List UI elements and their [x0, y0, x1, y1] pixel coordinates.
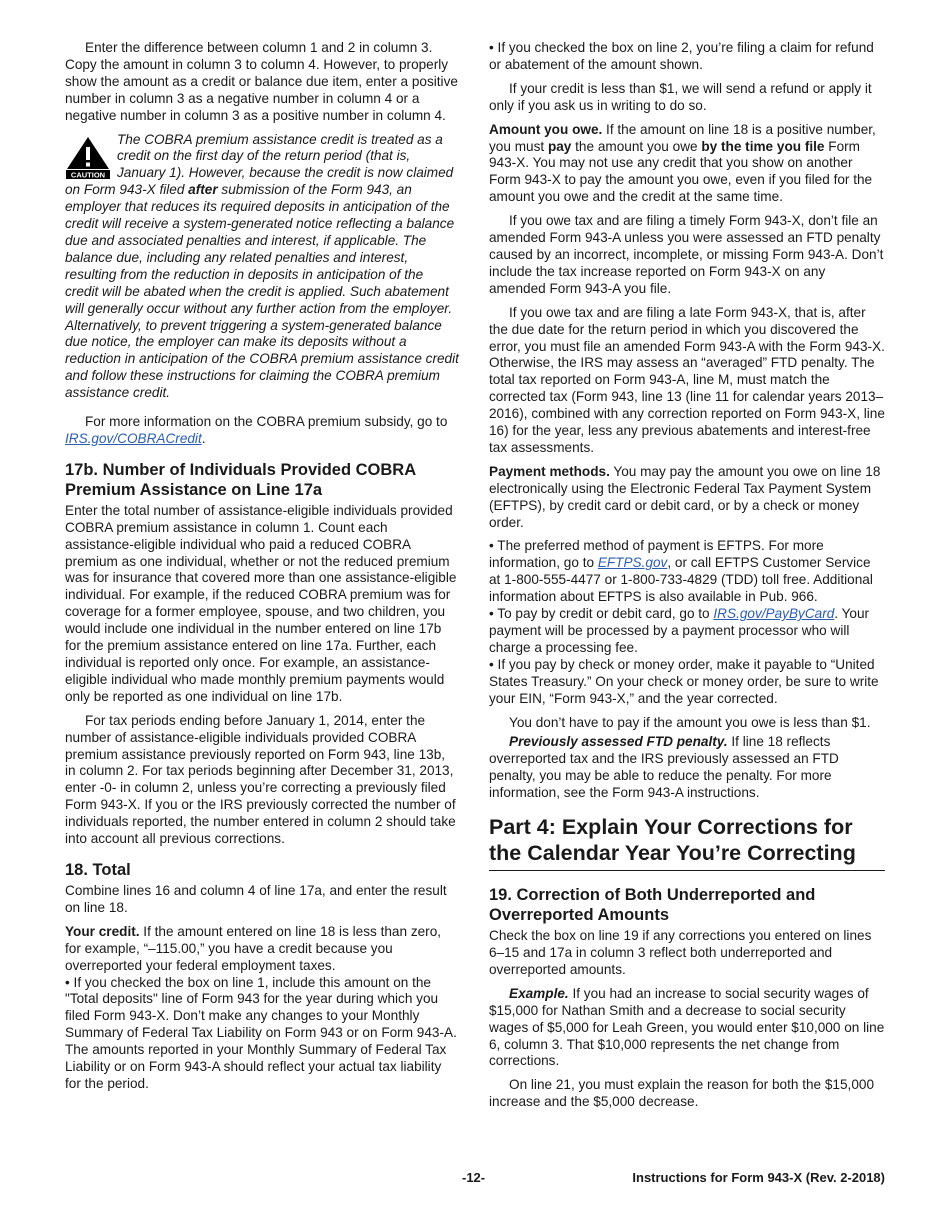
text: If the amount on line 18 is a positive number, you must [489, 121, 876, 154]
paragraph: Combine lines 16 and column 4 of line 17a, and enter the result on line 18. [65, 882, 447, 915]
pay-by-card-link[interactable]: IRS.gov/PayByCard [713, 606, 835, 622]
bullet-item: • If you pay by check or money order, make it payable to “United States Treasury.” On your check or money order, be sure to write your EIN, “Form 943-X,” and the year corrected. [489, 656, 879, 706]
paragraph: Check the box on line 19 if any corrections you entered on lines 6–15 and 17a in column 3 reflect both underreported and overreported amounts. [489, 928, 872, 977]
bullet-item: • If you checked the box on line 2, you’re filing a claim for refund or abatement of the amount shown. [489, 40, 874, 72]
bullet-item [489, 606, 885, 657]
caution-icon [65, 135, 111, 179]
left-column [65, 40, 459, 1100]
paragraph: Enter the difference between column 1 and 2 in column 3. Copy the amount in column 3 to column 4. However, to properly show the amount as a credit or balance due item, enter a positive number in column 3 as a negative number in column 4 or a negative number in column 3 as a positive number in column 4. [65, 40, 458, 123]
footer-title: Instructions for Form 943-X (Rev. 2-2018) [632, 1170, 885, 1185]
paragraph [489, 464, 885, 532]
heading-17b: 17b. Number of Individuals Provided COBRA Premium Assistance on Line 17a [65, 460, 416, 499]
text: . Your payment will be processed by a payment processor who will charge a processing fee. [489, 606, 870, 655]
paragraph [489, 734, 885, 802]
text: the amount you owe [571, 138, 702, 154]
paragraph: You don’t have to pay if the amount you owe is less than $1. [509, 714, 871, 730]
text: Form 943-X. You may not use any credit that you show on another Form 943-X to pay the amount you owe, even if you filed for the amount you owe and the credit at the same time. [489, 138, 873, 205]
cobra-credit-link[interactable]: IRS.gov/COBRACredit [65, 430, 202, 446]
paragraph: If you owe tax and are filing a timely Form 943-X, don’t file an amended Form 943-A unless you were assessed an FTD penalty caused by an incorrect, incomplete, or missing Form 943-A. Don’t include the tax increase reported on Form 943-X on any amended Form 943-A you file. [489, 213, 884, 296]
paragraph [489, 122, 885, 207]
run-in-heading: Previously assessed FTD penalty. [509, 734, 728, 750]
text: . [201, 430, 206, 446]
paragraph [65, 414, 459, 448]
text: If line 18 reflects overreported tax and the IRS previously assessed an FTD penalty, you may be able to reduce the penalty. For more information, see the Form 943-A instructions. [489, 734, 839, 801]
emphasis: pay [547, 138, 572, 154]
run-in-heading: Your credit. [65, 923, 140, 939]
text: • The preferred method of payment is EFTPS. For more information, go to [489, 538, 824, 571]
eftps-link[interactable]: EFTPS.gov [597, 555, 668, 571]
heading-18: 18. Total [65, 860, 131, 879]
text: If you had an increase to social security wages of $15,000 for Nathan Smith and a decrease to social security wages of $5,000 for Leah Green, you would enter $10,000 on line 6, column 3. That $10,000 represents the net change from corrections. [489, 985, 885, 1069]
caution-box [65, 132, 459, 403]
paragraph: If your credit is less than $1, we will send a refund or apply it only if you ask us in writing to do so. [489, 80, 872, 113]
text: , or call EFTPS Customer Service at 1-800-555-4477 or 1-800-733-4829 (TDD) toll free. Additional information about EFTPS is also available in Pub. 966. [489, 555, 873, 605]
caution-emphasis: after [188, 182, 218, 198]
bullet-item: • If you checked the box on line 1, include this amount on the "Total deposits" line of Form 943 for the year during which you filed Form 943-X. Don’t make any changes to your Monthly Summary of Federal Tax Liability on Form 943 or on Form 943-A. The amounts reported in your Monthly Summary of Federal Tax Liability or on Form 943-A should reflect your actual tax liability for the period. [65, 974, 457, 1091]
part-4-heading: Part 4: Explain Your Corrections for the Calendar Year You’re Correcting [489, 814, 885, 871]
run-in-heading: Payment methods. [489, 463, 610, 479]
paragraph: Enter the total number of assistance-eligible individuals provided COBRA premium assistance in column 1. Count each assistance-eligible individual who paid a reduced COBRA premium as one individual, whether or not the reduced premium was for insurance that covered more than one assistance-eligible individual. For example, if the reduced COBRA premium was for coverage for a former employee, spouse, and two children, you would include one individual in the number entered on line 17b for the premium assistance entered on line 17a. Further, each individual is reported only once. For example, an assistance-eligible individual who made monthly premium payments would only be reported as one individual on line 17b. [65, 502, 457, 704]
caution-label: CAUTION [70, 170, 106, 179]
page-number: -12- [462, 1170, 486, 1185]
right-column [489, 40, 885, 1118]
bullet-item [489, 538, 885, 606]
paragraph [65, 924, 459, 975]
run-in-heading: Example. [509, 985, 569, 1001]
caution-text-part: The COBRA premium assistance credit is treated as a credit on the first day of the return period (that is, January 1). However, because the credit is now claimed on Form 943-X filed [65, 131, 454, 198]
paragraph: If you owe tax and are filing a late Form 943-X, that is, after the due date for the return period in which you discovered the error, you must file an amended Form 943-A with the Form 943-X. Otherwise, the IRS may assess an “averaged” FTD penalty. The total tax reported on Form 943-A, line M, must match the corrected tax (Form 943, line 13 (line 11 for calendar years 2013–2016), combined with any correction reported on Form 943-X, line 16) for the year, less any previous abatements and interest-free tax assessments. [489, 304, 885, 455]
paragraph: On line 21, you must explain the reason for both the $15,000 increase and the $5,000 decrease. [489, 1077, 875, 1110]
run-in-heading: Amount you owe. [489, 121, 603, 137]
text: You may pay the amount you owe on line 18 electronically using the Electronic Federal Tax Payment System (EFTPS), by credit card or debit card, or by a check or money order. [489, 463, 881, 530]
paragraph: For tax periods ending before January 1, 2014, enter the number of assistance-eligible individuals provided COBRA premium assistance previously reported on Form 943, line 13b, in column 2. For tax periods beginning after December 31, 2013, enter -0- in column 2, unless you’re correcting a previously filed Form 943-X. If you or the IRS previously corrected the number of individuals reported, the number entered in column 2 should take into account all previous corrections. [65, 712, 456, 847]
text: If the amount entered on line 18 is less than zero, for example, “–115.00,” you have a credit because you overreported your federal employment taxes. [65, 923, 442, 973]
text: For more information on the COBRA premium subsidy, go to [85, 414, 448, 430]
caution-text [65, 132, 459, 403]
emphasis: by the time you file [701, 138, 825, 154]
caution-text-part: submission of the Form 943, an employer that reduces its required deposits in anticipation of the credit will receive a system-generated notice reflecting a balance due and associated penalties and interest, if applicable. The balance due, including any related penalties and interest, resulting from the reduction in deposits in anticipation of the credit will be abated when the credit is applied. Such abatement will generally occur without any further action from the employer. Alternatively, to prevent triggering a system-generated balance due notice, the employer can make its deposits without a reduction in anticipation of the COBRA premium assistance credit and follow these instructions for claiming the COBRA premium assistance credit. [65, 182, 459, 401]
paragraph [489, 986, 885, 1071]
heading-19: 19. Correction of Both Underreported and Overreported Amounts [489, 886, 816, 925]
text: • To pay by credit or debit card, go to [489, 606, 714, 622]
